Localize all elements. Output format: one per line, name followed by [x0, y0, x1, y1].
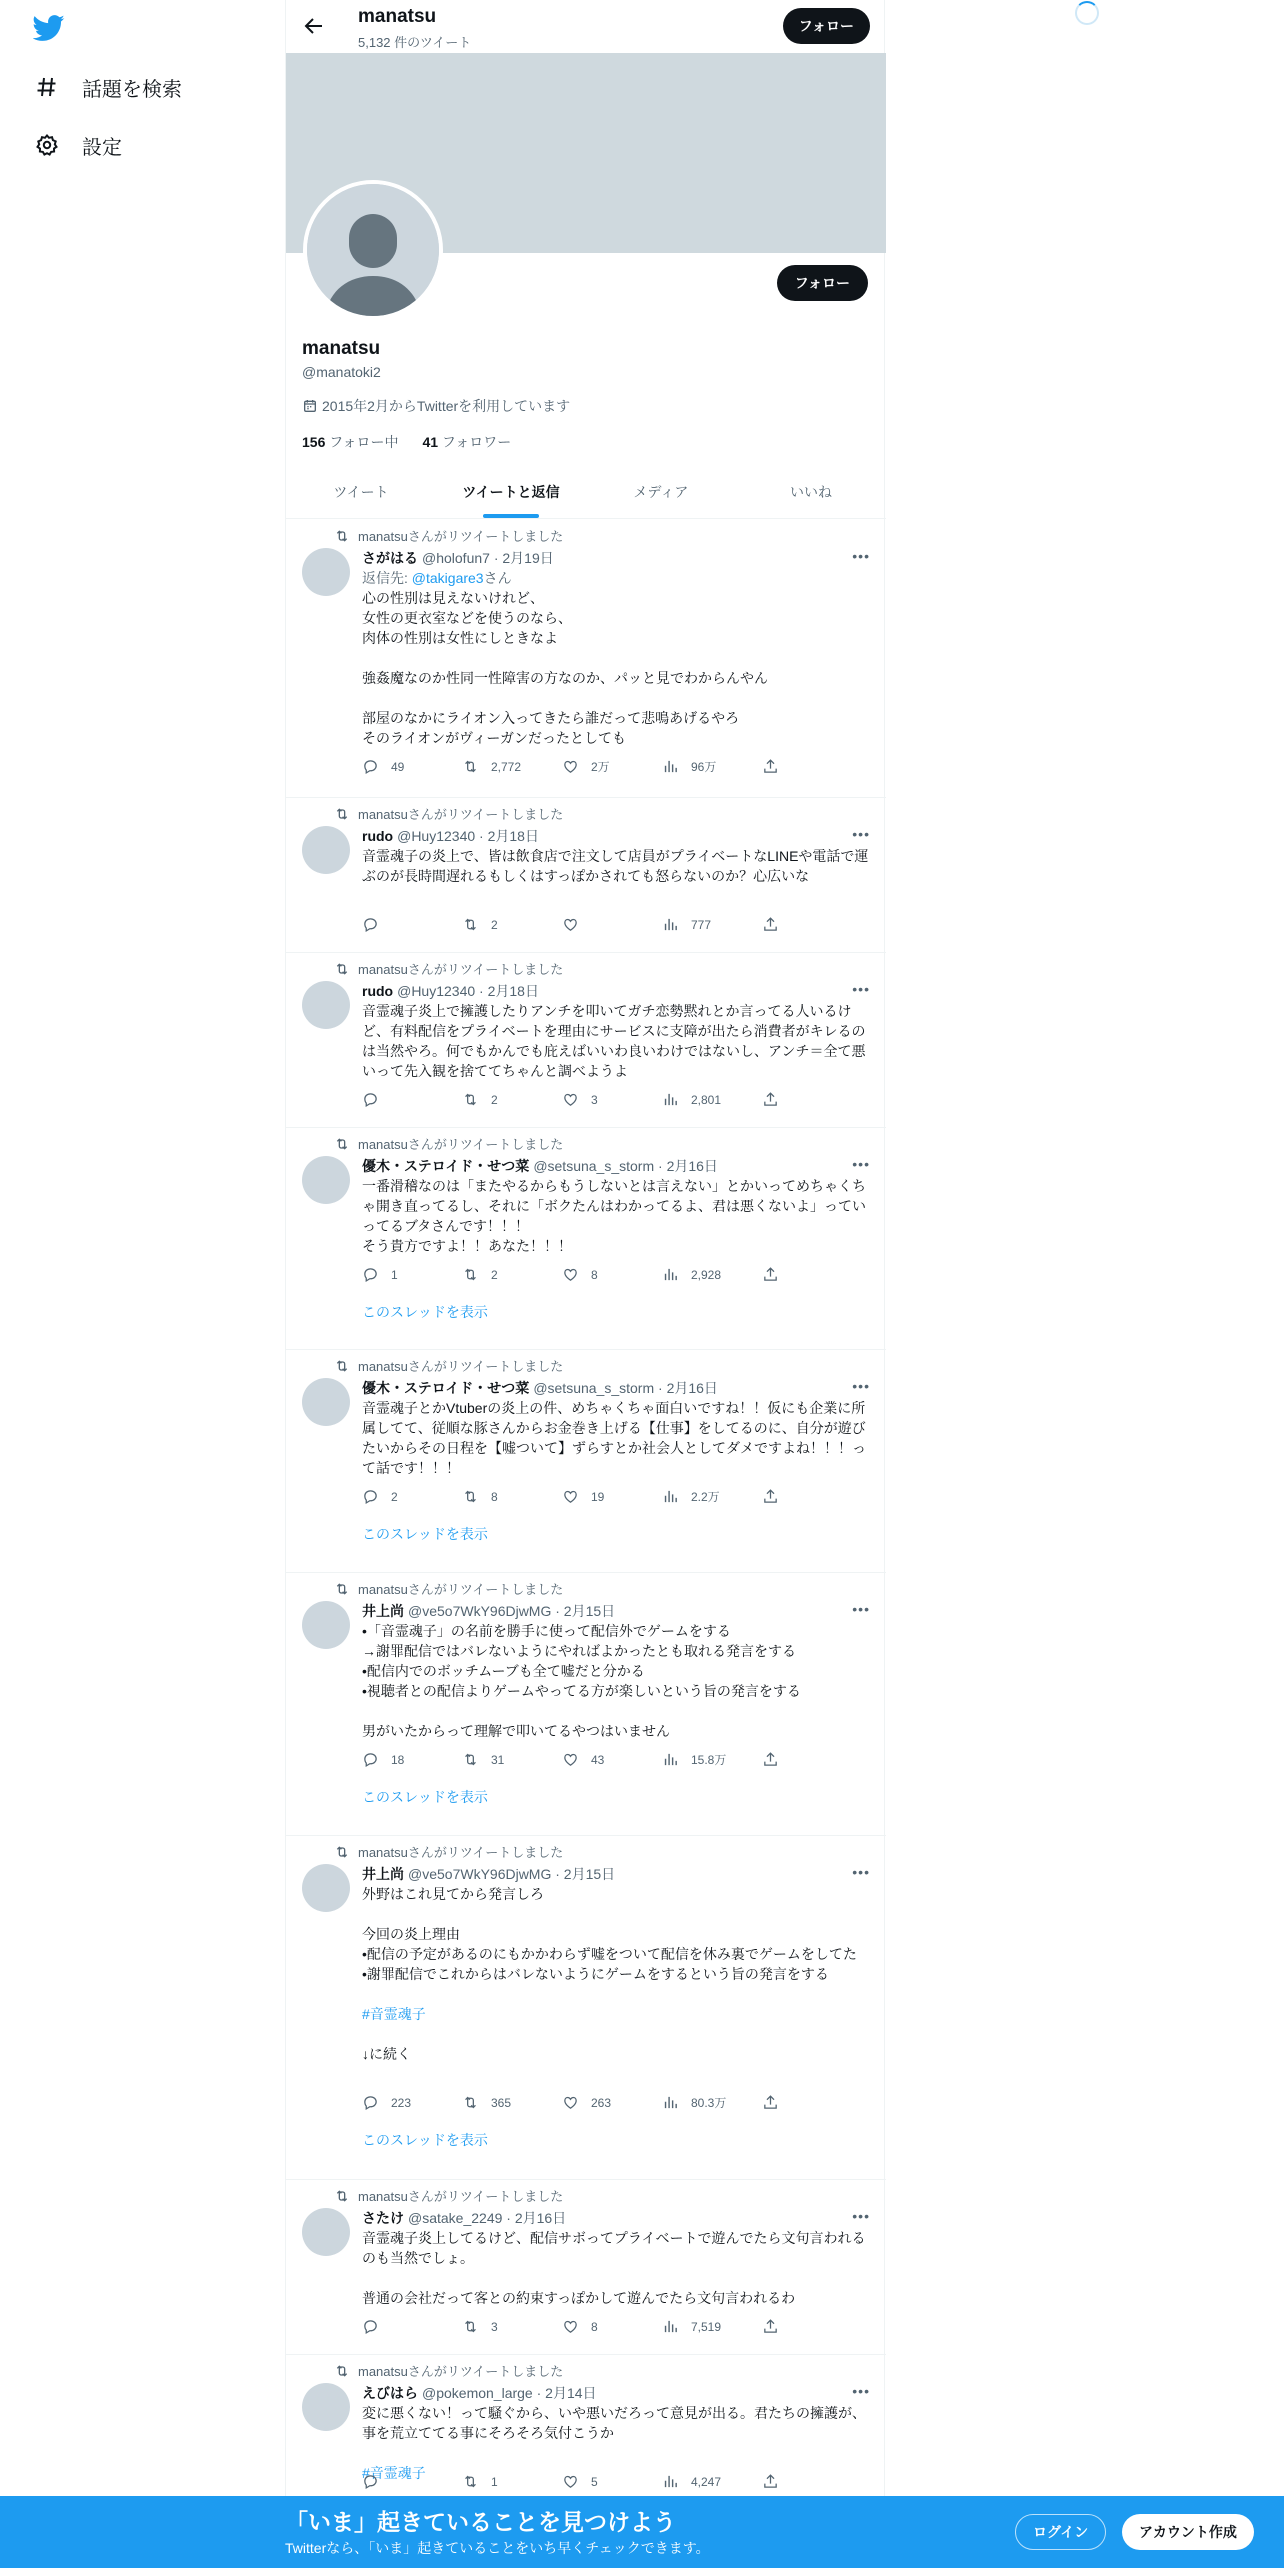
followers-link[interactable]	[422, 434, 511, 450]
following-count: 156	[302, 434, 326, 450]
like-button[interactable]: 2万	[562, 758, 662, 775]
retweet-indicator-icon	[334, 1136, 350, 1152]
profile-tabs	[286, 466, 886, 519]
share-button[interactable]	[762, 2473, 802, 2490]
like-icon	[562, 2094, 579, 2111]
reply-icon	[362, 1091, 379, 1108]
retweet-icon	[462, 2094, 479, 2111]
tweet-avatar[interactable]	[302, 981, 350, 1029]
share-button[interactable]	[762, 2094, 802, 2111]
followers-count: 41	[422, 434, 439, 450]
tweet-avatar[interactable]	[302, 2208, 350, 2256]
tweet[interactable]	[286, 953, 886, 1128]
default-avatar-icon	[307, 184, 439, 316]
tweet-author-name[interactable]: えびはら	[362, 2385, 418, 2401]
share-icon	[762, 2318, 779, 2335]
sidebar-item-explore[interactable]	[34, 67, 182, 107]
reply-button[interactable]: 49	[362, 758, 462, 775]
share-button[interactable]	[762, 758, 802, 775]
views-icon	[662, 1091, 679, 1108]
reply-icon	[362, 916, 379, 933]
tweet-avatar[interactable]	[302, 1601, 350, 1649]
tweet-actions	[362, 1266, 802, 1283]
more-options-icon[interactable]: •••	[852, 826, 870, 842]
views-button[interactable]: 2.2万	[662, 1488, 762, 1505]
views-button[interactable]: 80.3万	[662, 2094, 762, 2111]
views-icon	[662, 1266, 679, 1283]
profile-stats	[302, 432, 511, 452]
retweet-indicator-icon	[334, 1844, 350, 1860]
tweet-header	[362, 1601, 615, 1621]
like-button[interactable]: 8	[562, 2318, 662, 2335]
sidebar-item-label: 設定	[82, 136, 122, 159]
tweet-text: 心の性別は見えないけれど、 女性の更衣室などを使うのなら、 肉体の性別は女性にしときなよ 強姦魔なのか性同一性障害の方なのか、パッと見でわからんやん 部屋のなかにライオン入ってきたら誰だって悲鳴あげるやろ そのライオンがヴィーガンだったとしても	[362, 590, 768, 746]
share-button[interactable]	[762, 1091, 802, 1108]
reply-context: 返信先: @takigare3さん	[362, 570, 512, 586]
profile-avatar[interactable]	[303, 180, 443, 320]
tweet-body	[362, 1001, 870, 1081]
tweet-body	[362, 1621, 870, 1741]
reply-icon	[362, 1751, 379, 1768]
signup-banner-title: 「いま」起きていることを見つけよう	[285, 2509, 676, 2535]
tweet-text: 一番滑稽なのは「またやるからもうしないとは言えない」とかいってめちゃくちゃ開き直ってるし、それに「ボクたんはわかってるよ、君は悪くないよ」っていってるブタさんです！！！ そう貴方ですよ！！あなた！！！	[362, 1178, 866, 1254]
tweet-actions	[362, 758, 802, 775]
retweet-context: manatsuさんがリツイートしました	[334, 526, 563, 545]
signup-banner	[0, 2496, 1284, 2568]
tweet[interactable]	[286, 1350, 886, 1573]
more-options-icon[interactable]: •••	[852, 981, 870, 997]
tweet-body	[362, 1884, 870, 2064]
tweet-actions	[362, 2094, 802, 2111]
tweet-meta: @setsuna_s_storm · 2月16日	[533, 1158, 718, 1174]
profile-handle: @manatoki2	[302, 364, 381, 380]
tweet-body	[362, 846, 870, 886]
retweet-button[interactable]: 2	[462, 916, 562, 933]
tweet-avatar[interactable]	[302, 1156, 350, 1204]
reply-button[interactable]: 223	[362, 2094, 462, 2111]
tweet-meta: @ve5o7WkY96DjwMG · 2月15日	[408, 1866, 616, 1882]
views-button[interactable]: 7,519	[662, 2318, 762, 2335]
retweet-icon	[462, 2473, 479, 2490]
follow-button[interactable]: フォロー	[777, 265, 868, 301]
tweet-meta: @Huy12340 · 2月18日	[397, 828, 539, 844]
profile-name: manatsu	[302, 338, 381, 359]
joined-text: 2015年2月からTwitterを利用しています	[322, 398, 571, 414]
hashtag-icon	[34, 74, 60, 100]
retweet-context: manatsuさんがリツイートしました	[334, 1842, 563, 1861]
more-options-icon[interactable]: •••	[852, 2383, 870, 2399]
header-follow-button[interactable]: フォロー	[783, 8, 870, 44]
like-button[interactable]	[562, 916, 662, 933]
retweet-button[interactable]: 365	[462, 2094, 562, 2111]
more-options-icon[interactable]: •••	[852, 2208, 870, 2224]
tweet-text: 音霊魂子の炎上で、皆は飲食店で注文して店員がプライベートなLINEや電話で運ぶのが長時間遅れるもしくはすっぽかされても怒らないのか？心広いな	[362, 848, 869, 884]
reply-icon	[362, 758, 379, 775]
like-button[interactable]: 263	[562, 2094, 662, 2111]
retweet-context: manatsuさんがリツイートしました	[334, 804, 563, 823]
tweet-avatar[interactable]	[302, 1864, 350, 1912]
tweet-actions	[362, 2318, 802, 2335]
tweet-author-name[interactable]: さたけ	[362, 2210, 404, 2226]
views-button[interactable]: 777	[662, 916, 762, 933]
tweet-text: 音霊魂子炎上で擁護したりアンチを叩いてガチ恋勢黙れとか言ってる人いるけど、有料配信をプライベートを理由にサービスに支障が出たら消費者がキレるのは当然やろ。何でもかんでも庇えばいいわ良いわけではないし、アンチ＝全て悪いって先入観を捨ててちゃんと調べようよ	[362, 1003, 866, 1079]
share-icon	[762, 1091, 779, 1108]
reply-button[interactable]	[362, 2318, 462, 2335]
share-icon	[762, 2473, 779, 2490]
retweet-button[interactable]: 2,772	[462, 758, 562, 775]
views-button[interactable]: 96万	[662, 758, 762, 775]
views-button[interactable]: 4,247	[662, 2473, 762, 2490]
sidebar-item-label: 話題を検索	[82, 78, 182, 101]
retweet-button[interactable]: 1	[462, 2473, 562, 2490]
retweet-context: manatsuさんがリツイートしました	[334, 1134, 563, 1153]
reply-button[interactable]	[362, 916, 462, 933]
share-button[interactable]	[762, 916, 802, 933]
tweet-meta: @Huy12340 · 2月18日	[397, 983, 539, 999]
tweet-actions	[362, 1751, 802, 1768]
share-button[interactable]	[762, 1488, 802, 1505]
gear-icon	[34, 132, 60, 158]
more-options-icon[interactable]: •••	[852, 1378, 870, 1394]
tweet-header	[362, 2383, 597, 2403]
tab-tweets[interactable]: ツイート	[333, 484, 389, 500]
tweet-author-name[interactable]: 井上尚	[362, 1866, 404, 1882]
tweet[interactable]	[286, 1836, 886, 2180]
more-options-icon[interactable]: •••	[852, 1864, 870, 1880]
views-icon	[662, 1488, 679, 1505]
retweet-icon	[462, 1266, 479, 1283]
reply-button[interactable]: 18	[362, 1751, 462, 1768]
retweet-indicator-icon	[334, 961, 350, 977]
tweet-header	[362, 981, 539, 1001]
tweet-author-name[interactable]: 優木・ステロイド・せつ菜	[362, 1158, 530, 1174]
like-icon	[562, 1751, 579, 1768]
views-icon	[662, 2094, 679, 2111]
reply-icon	[362, 2473, 379, 2490]
tweet-body	[362, 568, 870, 748]
tweet-author-name[interactable]: rudo	[362, 983, 394, 999]
tweet-avatar[interactable]	[302, 2383, 350, 2431]
tweet-header	[362, 1156, 718, 1176]
more-options-icon[interactable]: •••	[852, 1601, 870, 1617]
views-button[interactable]: 2,801	[662, 1091, 762, 1108]
tweet-actions	[362, 1488, 802, 1505]
retweet-indicator-icon	[334, 528, 350, 544]
login-button[interactable]: ログイン	[1015, 2514, 1106, 2550]
hashtag-link[interactable]: #音霊魂子	[362, 2465, 426, 2481]
more-options-icon[interactable]: •••	[852, 548, 870, 564]
sidebar-item-settings[interactable]	[34, 125, 122, 165]
retweet-button[interactable]: 2	[462, 1266, 562, 1283]
retweet-context: manatsuさんがリツイートしました	[334, 959, 563, 978]
tweet-body	[362, 2403, 870, 2483]
tweet-author-name[interactable]: さがはる	[362, 550, 418, 566]
like-icon	[562, 916, 579, 933]
share-button[interactable]	[762, 1266, 802, 1283]
tab-media[interactable]: メディア	[633, 484, 689, 500]
like-button[interactable]: 5	[562, 2473, 662, 2490]
tweet-author-name[interactable]: 井上尚	[362, 1603, 404, 1619]
retweet-indicator-icon	[334, 806, 350, 822]
back-arrow-icon[interactable]	[302, 14, 326, 38]
retweet-icon	[462, 916, 479, 933]
tweet[interactable]	[286, 2180, 886, 2355]
retweet-indicator-icon	[334, 2363, 350, 2379]
like-icon	[562, 2318, 579, 2335]
profile-joined-date	[302, 396, 570, 416]
share-button[interactable]	[762, 1751, 802, 1768]
retweet-icon	[462, 1091, 479, 1108]
tweet-body	[362, 1176, 870, 1256]
retweet-indicator-icon	[334, 2188, 350, 2204]
tweet-actions	[362, 916, 802, 933]
tweet-body	[362, 2228, 870, 2308]
tweet-meta: @holofun7 · 2月19日	[422, 550, 554, 566]
tweet-text: 音霊魂子とかVtuberの炎上の件、めちゃくちゃ面白いですね！！仮にも企業に所属してて、従順な豚さんからお金巻き上げる【仕事】をしてるのに、自分が遊びたいからその日程を【嘘ついて】ずらすとか社会人としてダメですよね！！！って話です！！！	[362, 1400, 866, 1476]
views-icon	[662, 1751, 679, 1768]
views-button[interactable]: 15.8万	[662, 1751, 762, 1768]
header-name: manatsu	[358, 6, 437, 27]
retweet-indicator-icon	[334, 1581, 350, 1597]
tweet-meta: @ve5o7WkY96DjwMG · 2月15日	[408, 1603, 616, 1619]
like-icon	[562, 2473, 579, 2490]
hashtag-link[interactable]: #音霊魂子	[362, 2006, 426, 2022]
tweet-header	[362, 1378, 718, 1398]
tweet-text: 音霊魂子炎上してるけど、配信サボってプライベートで遊んでたら文句言われるのも当然でしょ。 普通の会社だって客との約束すっぽかして遊んでたら文句言われるわ	[362, 2230, 866, 2306]
retweet-indicator-icon	[334, 1358, 350, 1374]
reply-button[interactable]	[362, 2473, 462, 2490]
tweet-header	[362, 1864, 615, 1884]
share-button[interactable]	[762, 2318, 802, 2335]
more-options-icon[interactable]: •••	[852, 1156, 870, 1172]
share-icon	[762, 1751, 779, 1768]
tweet-text: 変に悪くない！って騒ぐから、いや悪いだろって意見が出る。君たちの擁護が、事を荒立ててる事にそろそろ気付こうか	[362, 2405, 866, 2441]
reply-icon	[362, 2318, 379, 2335]
retweet-icon	[462, 2318, 479, 2335]
share-icon	[762, 2094, 779, 2111]
views-icon	[662, 916, 679, 933]
like-icon	[562, 1488, 579, 1505]
signup-button[interactable]: アカウント作成	[1122, 2514, 1254, 2550]
calendar-icon	[302, 398, 318, 414]
like-button[interactable]: 3	[562, 1091, 662, 1108]
views-icon	[662, 2318, 679, 2335]
tweet[interactable]	[286, 1128, 886, 1350]
tweet-header	[362, 548, 554, 568]
profile-column	[285, 0, 885, 2568]
views-icon	[662, 758, 679, 775]
like-button[interactable]: 43	[562, 1751, 662, 1768]
retweet-button[interactable]: 3	[462, 2318, 562, 2335]
tweet-text-continued: ↓に続く	[362, 2046, 411, 2062]
reply-icon	[362, 1488, 379, 1505]
retweet-button[interactable]: 31	[462, 1751, 562, 1768]
tab-tweets-and-replies[interactable]: ツイートと返信	[436, 466, 586, 518]
retweet-icon	[462, 1488, 479, 1505]
retweet-button[interactable]: 2	[462, 1091, 562, 1108]
reply-icon	[362, 2094, 379, 2111]
retweet-icon	[462, 1751, 479, 1768]
retweet-context: manatsuさんがリツイートしました	[334, 2186, 563, 2205]
reply-button[interactable]: 2	[362, 1488, 462, 1505]
like-icon	[562, 1266, 579, 1283]
tweet-body	[362, 1398, 870, 1478]
show-thread-link[interactable]: このスレッドを表示	[362, 1304, 488, 1320]
reply-button[interactable]	[362, 1091, 462, 1108]
share-icon	[762, 1488, 779, 1505]
loading-spinner-icon	[1075, 1, 1099, 25]
tweet[interactable]	[286, 1573, 886, 1836]
followers-label: フォロワー	[438, 434, 512, 450]
tweet-meta: @pokemon_large · 2月14日	[422, 2385, 597, 2401]
share-icon	[762, 758, 779, 775]
like-button[interactable]: 8	[562, 1266, 662, 1283]
tweet-author-name[interactable]: rudo	[362, 828, 394, 844]
retweet-button[interactable]: 8	[462, 1488, 562, 1505]
tweet[interactable]	[286, 798, 886, 953]
views-icon	[662, 2473, 679, 2490]
following-label: フォロー中	[325, 434, 399, 450]
show-thread-link[interactable]: このスレッドを表示	[362, 1526, 488, 1542]
tweet-avatar[interactable]	[302, 1378, 350, 1426]
tweet-actions	[362, 1091, 802, 1108]
reply-to-link[interactable]: @takigare3	[411, 570, 484, 586]
views-button[interactable]: 2,928	[662, 1266, 762, 1283]
tweet-avatar[interactable]	[302, 826, 350, 874]
tweet-meta: @satake_2249 · 2月16日	[408, 2210, 567, 2226]
tweet-header	[362, 2208, 566, 2228]
retweet-context: manatsuさんがリツイートしました	[334, 1356, 563, 1375]
tweet-author-name[interactable]: 優木・ステロイド・せつ菜	[362, 1380, 530, 1396]
reply-icon	[362, 1266, 379, 1283]
signup-banner-subtitle: Twitterなら、「いま」起きていることをいち早くチェックできます。	[285, 2540, 710, 2556]
tweet-avatar[interactable]	[302, 548, 350, 596]
profile-header-bar	[286, 0, 886, 53]
like-button[interactable]: 19	[562, 1488, 662, 1505]
tweet-header	[362, 826, 539, 846]
following-link[interactable]	[302, 434, 399, 450]
reply-button[interactable]: 1	[362, 1266, 462, 1283]
tweet[interactable]	[286, 520, 886, 798]
retweet-icon	[462, 758, 479, 775]
retweet-context: manatsuさんがリツイートしました	[334, 2361, 563, 2380]
tweet[interactable]	[286, 2355, 886, 2515]
retweet-context: manatsuさんがリツイートしました	[334, 1579, 563, 1598]
tweet-text: •「音霊魂子」の名前を勝手に使って配信外でゲームをする →謝罪配信ではバレないようにやればよかったとも取れる発言をする •配信内でのボッチムーブも全て嘘だと分かる •視聴者との配信よりゲームやってる方が楽しいという旨の発言をする 男がいたからって理解で叩いてるやつはいません	[362, 1623, 801, 1739]
tweet-meta: @setsuna_s_storm · 2月16日	[533, 1380, 718, 1396]
tweet-text: 外野はこれ見てから発言しろ 今回の炎上理由 •配信の予定があるのにもかかわらず嘘をついて配信を休み裏でゲームをしてた •謝罪配信でこれからはバレないようにゲームをするという旨の発言をする	[362, 1886, 857, 1982]
share-icon	[762, 916, 779, 933]
show-thread-link[interactable]: このスレッドを表示	[362, 2132, 488, 2148]
like-icon	[562, 1091, 579, 1108]
show-thread-link[interactable]: このスレッドを表示	[362, 1789, 488, 1805]
header-tweet-count: 5,132 件のツイート	[358, 35, 472, 50]
tweet-actions	[362, 2473, 802, 2490]
tab-likes[interactable]: いいね	[790, 484, 832, 500]
share-icon	[762, 1266, 779, 1283]
twitter-logo-icon[interactable]	[33, 12, 65, 44]
like-icon	[562, 758, 579, 775]
